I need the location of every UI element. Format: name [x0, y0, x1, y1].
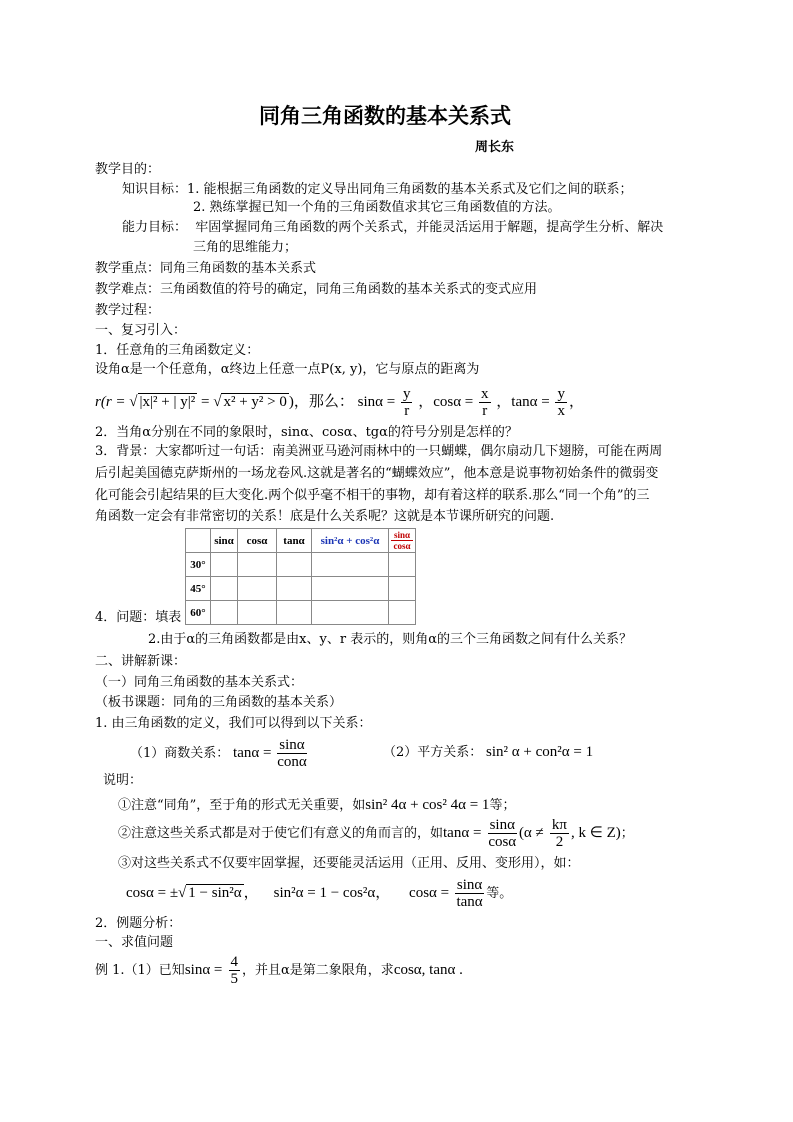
table-row-label-30: 30° [186, 553, 211, 577]
table-header-corner [186, 529, 211, 553]
background-line-1: 3．背景：大家都听过一句话：南美洲亚马逊河雨林中的一只蝴蝶，偶尔扇动几下翅膀，可能在两周 [95, 444, 663, 459]
variant-2: sin²α = 1 − cos²α [273, 885, 376, 901]
definition-line: 设角α是一个任意角，α终边上任意一点P(x, y)，它与原点的距离为 [95, 362, 480, 377]
quotient-num: sinα [277, 737, 307, 754]
square-formula: sin² α + con²α = 1 [486, 744, 594, 760]
background-line-4: 角函数一定会有非常密切的关系！底是什么关系呢？这就是本节课所研究的问题. [95, 509, 555, 524]
difficulty: 教学难点：三角函数值的符号的确定，同角三角函数的基本关系式的变式应用 [95, 282, 538, 297]
quotient-den: conα [277, 754, 307, 771]
example-1-fraction [229, 954, 241, 987]
quotient-relation [130, 735, 309, 772]
knowledge-text-1: 1. 能根据三角函数的定义导出同角三角函数的基本关系式及它们之间的联系； [187, 182, 633, 197]
lecture-item-2: 2．例题分析： [95, 916, 182, 931]
page-title: 同角三角函数的基本关系式 [259, 104, 511, 128]
note-3: ③对这些关系式不仅要牢固掌握，还要能灵活运用（正用、反用、变形用），如： [118, 856, 580, 871]
square-relation [383, 743, 593, 762]
note-1-formula: sin² 4α + cos² 4α = 1 [365, 797, 490, 813]
goals-label: 教学目的： [95, 162, 161, 177]
table-header-tan: tanα [277, 529, 312, 553]
table-row [186, 577, 416, 601]
lecture-sub-1: （一）同角三角函数的基本关系式： [95, 675, 304, 690]
table-row [186, 553, 416, 577]
example-1 [95, 950, 463, 991]
ratio-numerator: sinα [391, 530, 413, 541]
review-item-4-2: 2.由于α的三角函数都是由x、y、r 表示的，则角α的三个三角函数之间有什么关系？ [148, 632, 632, 647]
process-label: 教学过程： [95, 303, 161, 318]
cos-num: x [481, 386, 489, 402]
quotient-lhs: tanα = [233, 745, 272, 761]
quotient-fraction [277, 737, 307, 770]
variant-3-den: tanα [456, 894, 483, 911]
tan-def-fraction [555, 386, 567, 419]
example-1-c: cosα, tanα . [393, 962, 463, 978]
note-label: 说明： [103, 773, 143, 788]
ability-text-1: 牢固掌握同角三角函数的两个关系式，并能灵活运用于解题，提高学生分析、解决 [195, 220, 664, 235]
lecture-item-1: 1. 由三角函数的定义，我们可以得到以下关系： [95, 716, 372, 731]
note-2-cond-b: , k ∈ Z) [571, 825, 621, 841]
ability-label: 能力目标： [122, 220, 188, 235]
r-suffix: )，那么： [288, 393, 354, 410]
key-point: 教学重点：同角三角函数的基本关系式 [95, 261, 317, 276]
table-row-label-60: 60° [186, 601, 211, 625]
r-eq: = [201, 393, 210, 410]
background-line-2: 后引起美国德克萨斯州的一场龙卷风.这就是著名的“蝴蝶效应”，他本意是说事物初始条件的微弱变 [95, 466, 659, 481]
cos-def-fraction [479, 386, 491, 419]
tan-num: y [557, 386, 565, 402]
table-header-ratio [389, 529, 416, 553]
table-header-square-sum: sin²α + cos²α [312, 529, 389, 553]
sin-def-lhs: sinα = [357, 393, 396, 410]
review-heading: 一、复习引入： [95, 323, 187, 338]
tan-def-lhs: ，tanα = [496, 393, 550, 410]
fill-in-table [185, 528, 416, 625]
sin-num: y [402, 386, 411, 402]
note-2-cond-a: (α ≠ [518, 825, 544, 841]
cos-den: r [482, 403, 488, 419]
note-1-end: 等； [489, 798, 516, 813]
review-item-2: 2．当角α分别在不同的象限时，sinα、cosα、tgα的符号分别是怎样的？ [95, 425, 518, 440]
variant-1-end: ， [243, 885, 259, 901]
tan-den: x [557, 403, 565, 419]
sin-def-fraction [401, 386, 413, 419]
note-1 [118, 796, 515, 815]
board-note: （板书课题：同角的三角函数的基本关系） [95, 695, 343, 710]
example-1-b: ，并且α是第二象限角，求 [242, 963, 394, 978]
variant-1-sqrt: 1 − sin²α [188, 885, 242, 901]
table-header-cos: cosα [238, 529, 277, 553]
variant-formulas: cosα = ±√ 1 − sin²α ， sin²α = 1 − cos²α， cosα = $\frac{\sin\alpha}{\tan\alpha}$ 等。 [126, 877, 513, 911]
note-2-num: sinα [489, 817, 515, 833]
example-1-sin: sinα = [184, 962, 223, 978]
review-item-4: 4．问题：填表 [95, 610, 182, 625]
note-2-lhs: tanα = [443, 825, 482, 841]
variant-1-lhs: cosα = ± [126, 885, 179, 901]
note-2-end: ； [620, 826, 634, 841]
background-line-3: 化可能会引起结果的巨大变化.两个似乎毫不相干的事物，却有着这样的联系.那么“同一个角”的三 [95, 488, 650, 503]
note-1-text: ①注意“同角”，至于角的形式无关重要，如 [118, 798, 366, 813]
example-1-num: 4 [230, 954, 239, 970]
table-header-row [186, 529, 416, 553]
note-2-cond-den: 2 [555, 834, 564, 850]
example-1-a: 例 1.（1）已知 [95, 963, 185, 978]
note-2-cond-num: kπ [551, 817, 567, 833]
definition-formula: r(r = √ |x|² + | y|² = √ x² + y² > 0 )，那么： sinα = $\frac{y}{r}$ ，cosα = $\frac{x}{r}$ ，tanα = $\frac{y}{x}$ ， [95, 386, 584, 419]
table-row-label-45: 45° [186, 577, 211, 601]
variant-3-fraction [455, 877, 484, 910]
lecture-heading: 二、讲解新课： [95, 654, 187, 669]
sqrt-abs: |x|² + | y|² [139, 393, 196, 410]
end-comma: ， [568, 393, 584, 410]
ability-goal-1 [122, 219, 663, 237]
ratio-denominator: cosα [393, 541, 411, 551]
knowledge-goal-2: 2. 熟练掌握已知一个角的三角函数值求其它三角函数值的方法。 [193, 200, 561, 215]
knowledge-label: 知识目标： [122, 182, 188, 197]
note-2 [118, 815, 634, 852]
lecture-sub-2: 一、求值问题 [95, 935, 174, 950]
quotient-label: （1）商数关系： [130, 746, 230, 761]
note-2-den: cosα [488, 834, 517, 850]
cos-def-lhs: ，cosα = [418, 393, 474, 410]
ability-goal-2: 三角的思维能力； [193, 240, 298, 255]
variant-3-num: sinα [456, 877, 483, 894]
review-item-1: 1．任意角的三角函数定义： [95, 343, 260, 358]
author: 周长东 [475, 140, 515, 155]
table-header-sin: sinα [211, 529, 238, 553]
table-row [186, 601, 416, 625]
variant-3-lhs: cosα = [409, 885, 450, 901]
example-1-den: 5 [230, 971, 239, 987]
note-2-fraction [488, 817, 517, 850]
note-2-text: ②注意这些关系式都是对于使它们有意义的角而言的，如 [118, 826, 444, 841]
sqrt-squares: x² + y² > 0 [223, 393, 287, 410]
note-2-cond-fraction [550, 817, 569, 850]
knowledge-goal-1 [122, 181, 633, 199]
r-prefix: r(r = [95, 393, 126, 410]
sin-den: r [404, 403, 410, 419]
square-label: （2）平方关系： [383, 745, 483, 760]
variant-2-end: ， [375, 885, 391, 901]
variant-3-end: 等。 [486, 886, 513, 901]
